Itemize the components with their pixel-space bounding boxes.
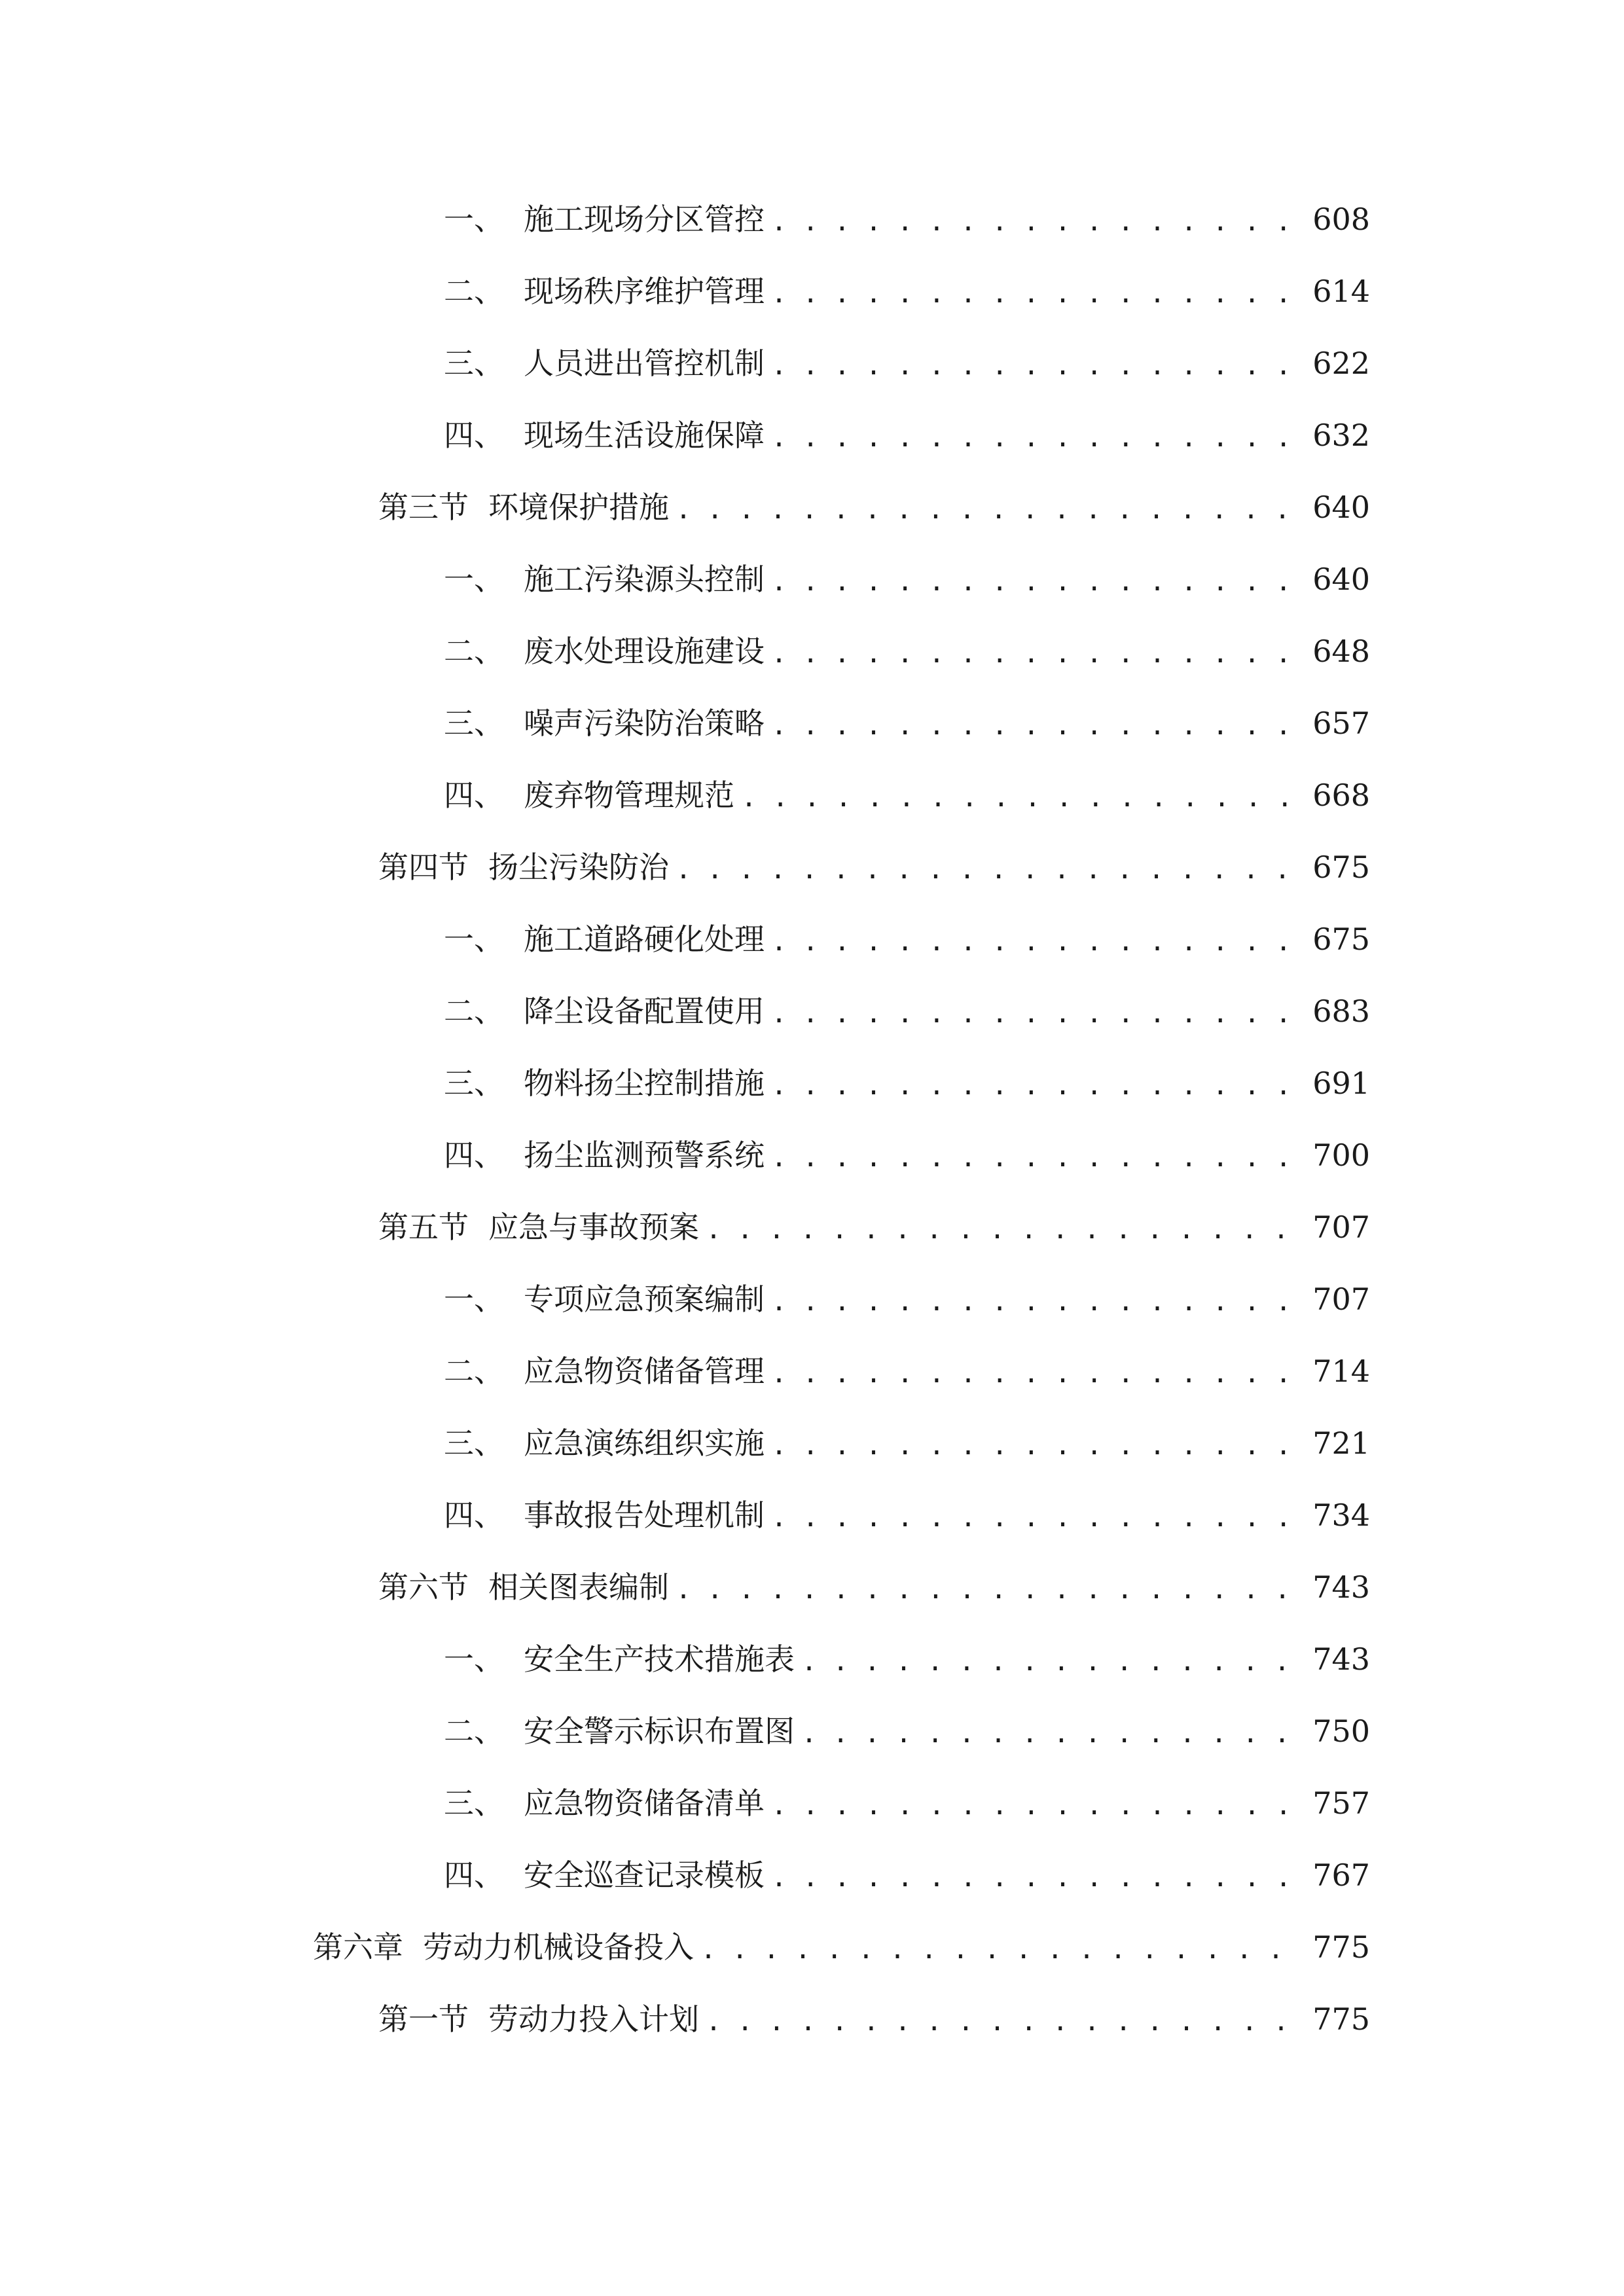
dot-leader bbox=[771, 569, 1303, 595]
toc-entry-title: 现场秩序维护管理 bbox=[524, 274, 765, 309]
dot-leader bbox=[771, 1865, 1303, 1891]
toc-entry-number: 二、 bbox=[444, 1713, 504, 1749]
toc-entry-section[interactable] bbox=[378, 1990, 1370, 2049]
toc-entry-number: 二、 bbox=[444, 634, 504, 669]
toc-entry-page-number: 675 bbox=[1312, 922, 1370, 957]
toc-entry-page-number: 683 bbox=[1312, 994, 1370, 1029]
toc-entry-page-number: 691 bbox=[1312, 1066, 1370, 1101]
toc-entry-page-number: 668 bbox=[1312, 778, 1370, 813]
toc-entry-item[interactable] bbox=[444, 1342, 1370, 1401]
toc-entry-number: 三、 bbox=[444, 346, 504, 381]
dot-leader bbox=[771, 353, 1303, 379]
toc-entry-item[interactable] bbox=[444, 262, 1370, 321]
toc-entry-item[interactable] bbox=[444, 982, 1370, 1041]
toc-entry-page-number: 767 bbox=[1312, 1857, 1370, 1893]
dot-leader bbox=[801, 1721, 1303, 1747]
toc-entry-item[interactable] bbox=[444, 550, 1370, 609]
toc-entry-number: 第四节 bbox=[378, 850, 469, 885]
toc-entry-number: 三、 bbox=[444, 706, 504, 741]
toc-entry-title: 专项应急预案编制 bbox=[524, 1282, 765, 1317]
toc-entry-chapter[interactable] bbox=[313, 1918, 1370, 1977]
dot-leader bbox=[771, 1361, 1303, 1387]
dot-leader bbox=[676, 497, 1303, 523]
dot-leader bbox=[771, 209, 1303, 235]
toc-entry-title: 事故报告处理机制 bbox=[524, 1498, 765, 1533]
toc-entry-title: 应急与事故预案 bbox=[488, 1210, 699, 1245]
toc-entry-page-number: 734 bbox=[1312, 1498, 1370, 1533]
toc-entry-item[interactable] bbox=[444, 1486, 1370, 1545]
toc-entry-page-number: 743 bbox=[1312, 1570, 1370, 1605]
dot-leader bbox=[771, 1145, 1303, 1171]
toc-entry-number: 第六节 bbox=[378, 1570, 469, 1605]
dot-leader bbox=[771, 1073, 1303, 1099]
toc-entry-title: 废水处理设施建设 bbox=[524, 634, 765, 669]
toc-entry-page-number: 707 bbox=[1312, 1210, 1370, 1245]
toc-entry-item[interactable] bbox=[444, 1414, 1370, 1473]
toc-entry-number: 一、 bbox=[444, 202, 504, 237]
toc-entry-number: 四、 bbox=[444, 418, 504, 453]
toc-entry-page-number: 743 bbox=[1312, 1641, 1370, 1677]
toc-entry-item[interactable] bbox=[444, 622, 1370, 681]
toc-entry-item[interactable] bbox=[444, 910, 1370, 969]
toc-entry-title: 环境保护措施 bbox=[488, 490, 669, 525]
toc-entry-number: 第三节 bbox=[378, 490, 469, 525]
toc-entry-number: 一、 bbox=[444, 562, 504, 597]
dot-leader bbox=[741, 785, 1303, 811]
toc-entry-number: 二、 bbox=[444, 994, 504, 1029]
toc-entry-page-number: 714 bbox=[1312, 1354, 1370, 1389]
toc-entry-page-number: 707 bbox=[1312, 1282, 1370, 1317]
toc-entry-number: 四、 bbox=[444, 1138, 504, 1173]
toc-entry-item[interactable] bbox=[444, 1054, 1370, 1113]
toc-entry-title: 施工污染源头控制 bbox=[524, 562, 765, 597]
toc-entry-title: 应急物资储备清单 bbox=[524, 1785, 765, 1821]
toc-entry-page-number: 632 bbox=[1312, 418, 1370, 453]
toc-entry-item[interactable] bbox=[444, 694, 1370, 753]
toc-entry-number: 四、 bbox=[444, 1857, 504, 1893]
toc-entry-title: 现场生活设施保障 bbox=[524, 418, 765, 453]
toc-entry-page-number: 775 bbox=[1312, 2001, 1370, 2037]
dot-leader bbox=[771, 1433, 1303, 1459]
toc-entry-page-number: 608 bbox=[1312, 202, 1370, 237]
toc-entry-page-number: 721 bbox=[1312, 1426, 1370, 1461]
toc-entry-item[interactable] bbox=[444, 406, 1370, 465]
toc-entry-page-number: 614 bbox=[1312, 274, 1370, 309]
toc-entry-title: 应急物资储备管理 bbox=[524, 1354, 765, 1389]
toc-entry-item[interactable] bbox=[444, 766, 1370, 825]
dot-leader bbox=[801, 1649, 1303, 1675]
toc-entry-title: 劳动力机械设备投入 bbox=[423, 1929, 694, 1965]
toc-entry-item[interactable] bbox=[444, 1630, 1370, 1689]
toc-entry-title: 施工道路硬化处理 bbox=[524, 922, 765, 957]
toc-entry-page-number: 675 bbox=[1312, 850, 1370, 885]
toc-entry-item[interactable] bbox=[444, 190, 1370, 249]
toc-entry-title: 废弃物管理规范 bbox=[524, 778, 734, 813]
dot-leader bbox=[771, 1793, 1303, 1819]
toc-entry-title: 安全警示标识布置图 bbox=[524, 1713, 795, 1749]
toc-entry-item[interactable] bbox=[444, 1774, 1370, 1833]
toc-entry-number: 三、 bbox=[444, 1066, 504, 1101]
toc-entry-title: 人员进出管控机制 bbox=[524, 346, 765, 381]
toc-entry-section[interactable] bbox=[378, 1198, 1370, 1257]
toc-entry-page-number: 757 bbox=[1312, 1785, 1370, 1821]
toc-entry-title: 物料扬尘控制措施 bbox=[524, 1066, 765, 1101]
dot-leader bbox=[771, 425, 1303, 451]
toc-entry-title: 噪声污染防治策略 bbox=[524, 706, 765, 741]
toc-entry-number: 第六章 bbox=[313, 1929, 403, 1965]
toc-entry-page-number: 657 bbox=[1312, 706, 1370, 741]
dot-leader bbox=[771, 281, 1303, 307]
dot-leader bbox=[700, 1937, 1303, 1963]
dot-leader bbox=[771, 1289, 1303, 1315]
dot-leader bbox=[676, 857, 1303, 883]
toc-entry-number: 四、 bbox=[444, 1498, 504, 1533]
toc-entry-page-number: 648 bbox=[1312, 634, 1370, 669]
dot-leader bbox=[676, 1577, 1303, 1603]
toc-entry-title: 施工现场分区管控 bbox=[524, 202, 765, 237]
toc-entry-title: 降尘设备配置使用 bbox=[524, 994, 765, 1029]
toc-entry-page-number: 640 bbox=[1312, 490, 1370, 525]
toc-entry-title: 扬尘污染防治 bbox=[488, 850, 669, 885]
toc-entry-item[interactable] bbox=[444, 1846, 1370, 1905]
dot-leader bbox=[771, 929, 1303, 955]
dot-leader bbox=[771, 1505, 1303, 1531]
toc-entry-title: 劳动力投入计划 bbox=[488, 2001, 699, 2037]
toc-entry-number: 二、 bbox=[444, 274, 504, 309]
toc-entry-item[interactable] bbox=[444, 1270, 1370, 1329]
toc-entry-item[interactable] bbox=[444, 1126, 1370, 1185]
toc-entry-page-number: 775 bbox=[1312, 1929, 1370, 1965]
toc-entry-title: 安全生产技术措施表 bbox=[524, 1641, 795, 1677]
dot-leader bbox=[771, 713, 1303, 739]
dot-leader bbox=[706, 1217, 1303, 1243]
toc-entry-number: 一、 bbox=[444, 1282, 504, 1317]
toc-entry-number: 三、 bbox=[444, 1785, 504, 1821]
toc-entry-page-number: 622 bbox=[1312, 346, 1370, 381]
dot-leader bbox=[706, 2009, 1303, 2035]
toc-entry-number: 一、 bbox=[444, 922, 504, 957]
toc-entry-page-number: 700 bbox=[1312, 1138, 1370, 1173]
toc-entry-number: 三、 bbox=[444, 1426, 504, 1461]
toc-entry-number: 二、 bbox=[444, 1354, 504, 1389]
toc-entry-page-number: 750 bbox=[1312, 1713, 1370, 1749]
toc-entry-title: 扬尘监测预警系统 bbox=[524, 1138, 765, 1173]
toc-entry-section[interactable] bbox=[378, 1558, 1370, 1617]
toc-entry-number: 四、 bbox=[444, 778, 504, 813]
toc-entry-item[interactable] bbox=[444, 1702, 1370, 1761]
toc-entry-title: 相关图表编制 bbox=[488, 1570, 669, 1605]
toc-entry-title: 安全巡查记录模板 bbox=[524, 1857, 765, 1893]
toc-entry-number: 第五节 bbox=[378, 1210, 469, 1245]
dot-leader bbox=[771, 1001, 1303, 1027]
toc-entry-item[interactable] bbox=[444, 334, 1370, 393]
toc-entry-title: 应急演练组织实施 bbox=[524, 1426, 765, 1461]
dot-leader bbox=[771, 641, 1303, 667]
toc-entry-number: 第一节 bbox=[378, 2001, 469, 2037]
toc-entry-section[interactable] bbox=[378, 478, 1370, 537]
toc-entry-section[interactable] bbox=[378, 838, 1370, 897]
toc-entry-page-number: 640 bbox=[1312, 562, 1370, 597]
toc-entry-number: 一、 bbox=[444, 1641, 504, 1677]
